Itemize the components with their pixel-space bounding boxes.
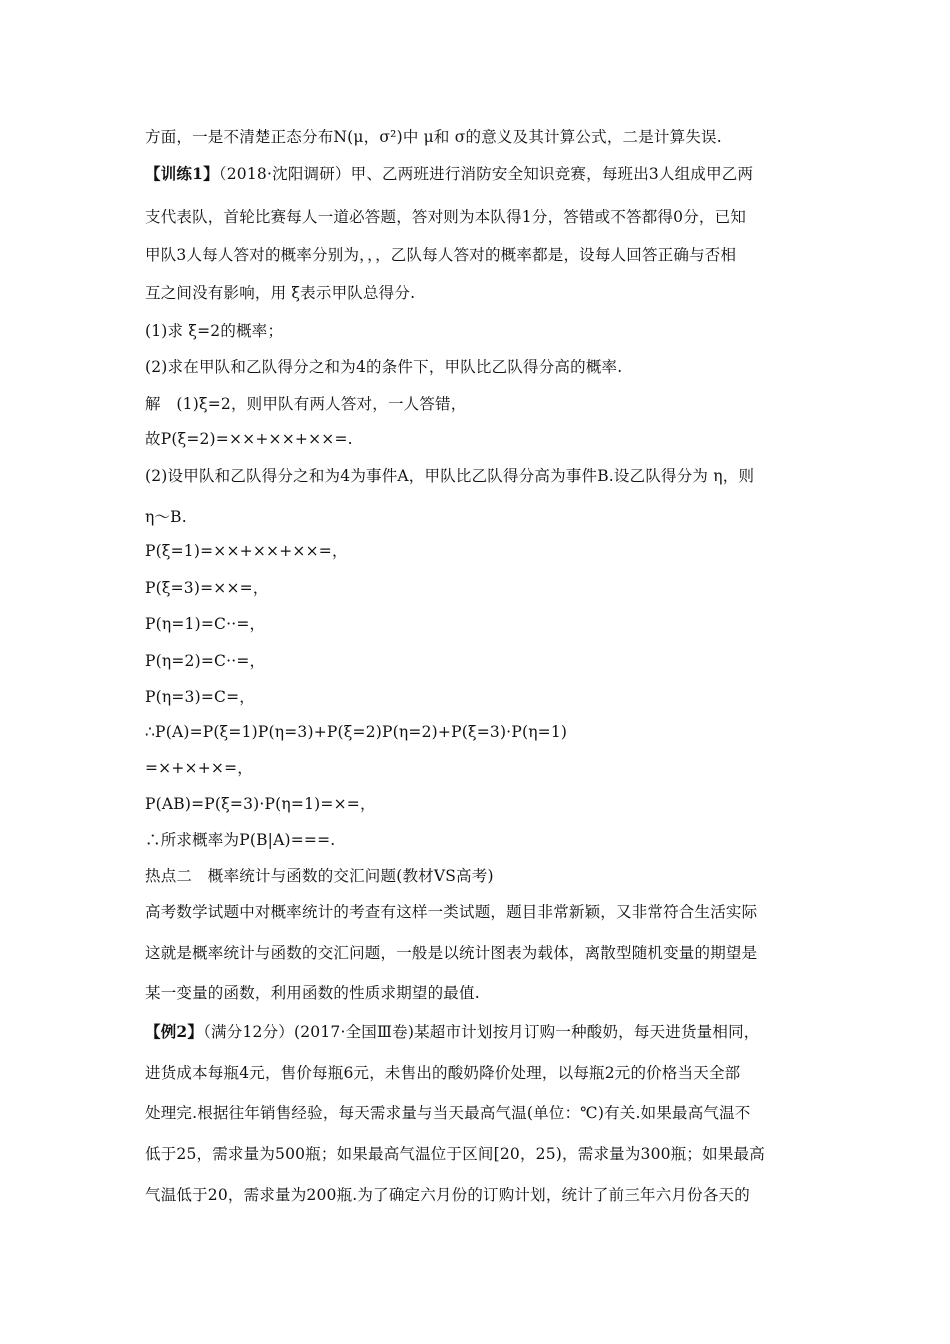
text-line: （满分12分）(2017·全国Ⅲ卷)某超市计划按月订购一种酸奶，每天进货量相同，: [203, 1023, 760, 1041]
text-line: 某一变量的函数，利用函数的性质求期望的最值.: [145, 984, 480, 1002]
text-line: 高考数学试题中对概率统计的考查有这样一类试题，题目非常新颖，又非常符合生活实际: [145, 903, 758, 921]
text-line: 气温低于20，需求量为200瓶.为了确定六月份的订购计划，统计了前三年六月份各天的: [145, 1186, 750, 1204]
text-line: P(η=3)=C=，: [145, 688, 255, 706]
text-line: ∴所求概率为P(B|A)===.: [145, 831, 336, 849]
text-line: P(ξ=1)=××+××+××=，: [145, 542, 348, 560]
text-line: (1)求 ξ=2的概率；: [145, 322, 284, 340]
text-line: =×+×+×=，: [145, 759, 254, 777]
text-line: 互之间没有影响，用 ξ表示甲队总得分.: [145, 284, 416, 302]
text-line: P(η=1)=C··=，: [145, 615, 266, 633]
example-label: 【例2】: [145, 1022, 204, 1041]
training-label: 【训练1】: [145, 164, 219, 183]
text-line: （2018·沈阳调研）甲、乙两班进行消防安全知识竞赛，每班出3人组成甲乙两: [218, 165, 754, 183]
text-line: 进货成本每瓶4元，售价每瓶6元，未售出的酸奶降价处理，以每瓶2元的价格当天全部: [145, 1064, 741, 1082]
text-line: (2)求在甲队和乙队得分之和为4的条件下，甲队比乙队得分高的概率.: [145, 358, 623, 376]
exercise-1-header: [145, 164, 835, 184]
text-line: 解 (1)ξ=2，则甲队有两人答对，一人答错，: [145, 395, 467, 413]
text-line: 故P(ξ=2)=××+××+××=.: [145, 430, 353, 448]
text-line: ∴P(A)=P(ξ=1)P(η=3)+P(ξ=2)P(η=2)+P(ξ=3)·P(η=1): [145, 723, 568, 741]
text-line: P(η=2)=C··=，: [145, 652, 266, 670]
text-line: η～B.: [145, 508, 187, 526]
text-line: 甲队3人每人答对的概率分别为，，，乙队每人答对的概率都是，设每人回答正确与否相: [145, 246, 737, 264]
text-line: 支代表队，首轮比赛每人一道必答题，答对则为本队得1分，答错或不答都得0分，已知: [145, 208, 747, 226]
section-heading: 热点二 概率统计与函数的交汇问题(教材VS高考): [145, 867, 494, 885]
text-line: 这就是概率统计与函数的交汇问题，一般是以统计图表为载体，离散型随机变量的期望是: [145, 944, 758, 962]
text-line: 方面，一是不清楚正态分布N(μ，σ²)中 μ和 σ的意义及其计算公式，二是计算失误.: [145, 128, 722, 146]
example-2-header: [145, 1022, 835, 1042]
text-line: 低于25，需求量为500瓶；如果最高气温位于区间[20，25)，需求量为300瓶；如果最高: [145, 1145, 765, 1163]
text-line: 处理完.根据往年销售经验，每天需求量与当天最高气温(单位：℃)有关.如果最高气温不: [145, 1104, 751, 1122]
text-line: (2)设甲队和乙队得分之和为4为事件A，甲队比乙队得分高为事件B.设乙队得分为 η，则: [145, 467, 755, 485]
text-line: P(AB)=P(ξ=3)·P(η=1)=×=，: [145, 795, 376, 813]
text-line: P(ξ=3)=××=，: [145, 579, 269, 597]
